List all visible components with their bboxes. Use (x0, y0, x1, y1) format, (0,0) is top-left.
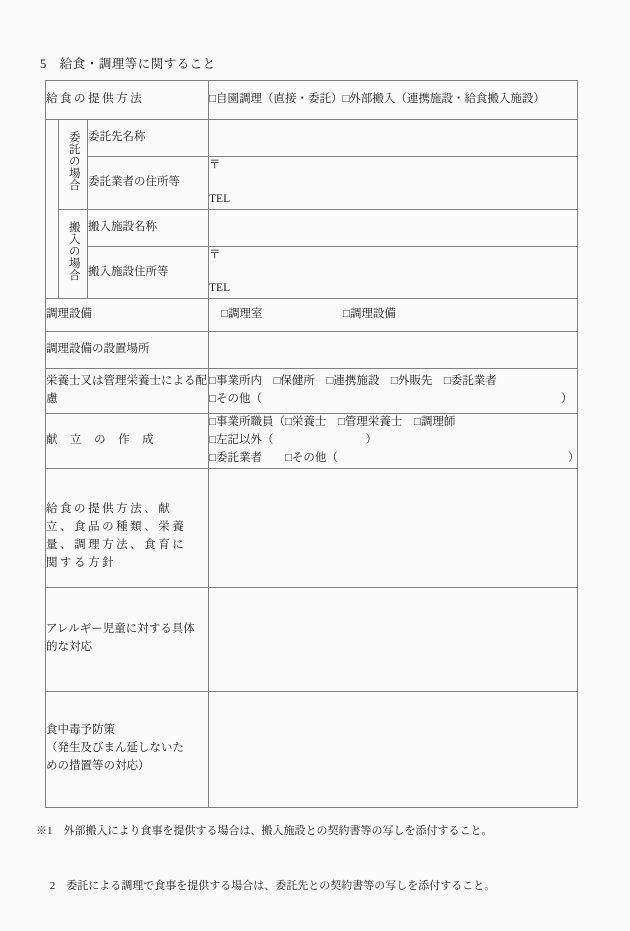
value-dietitian-consideration[interactable] (209, 369, 578, 414)
label-delivery-facility-address (88, 246, 209, 299)
label-food-poisoning-line-2: （発生及びまん延しないた (46, 742, 184, 755)
table-row-provision-method (46, 81, 578, 120)
vertical-label-consignment-case-text: 委託の場合 (67, 130, 80, 191)
vertical-label-delivery-case-text: 搬入の場合 (67, 220, 80, 281)
label-consignment-address-text: 委託業者の住所等 (88, 175, 180, 188)
input-allergy-response[interactable] (209, 587, 578, 691)
table-row-menu-creation (46, 414, 578, 468)
meal-service-form-table (45, 80, 578, 808)
vertical-label-consignment-case (59, 120, 88, 210)
table-row-delivery-address (46, 246, 578, 299)
tel-label: TEL (209, 192, 231, 205)
input-consignment-address[interactable] (209, 157, 578, 210)
label-menu-creation-text: 献 立 の 作 成 (46, 434, 159, 447)
value-cooking-facility[interactable] (209, 299, 578, 332)
label-cooking-facility-text: 調理設備 (46, 308, 92, 321)
label-allergy-response-text: アレルギー児童に対する具体的な対応 (46, 623, 195, 654)
tel-label: TEL (209, 282, 231, 295)
input-cooking-facility-location[interactable] (209, 332, 578, 369)
label-food-poisoning-line-1: 食中毒予防策 (46, 724, 115, 737)
footnote-1: ※1 外部搬入により食事を提供する場合は、搬入施設との契約書等の写しを添付すること。 (36, 825, 493, 838)
label-cooking-facility-location (46, 332, 209, 369)
value-provision-method[interactable] (209, 81, 578, 120)
label-policy (46, 468, 209, 587)
page-title: 5 給食・調理等に関すること (40, 57, 216, 71)
checkbox-group-menu-line-1[interactable]: □事業所職員（□栄養士 □管理栄養士 □調理師 (209, 416, 456, 429)
label-dietitian-consideration (46, 369, 209, 414)
label-consignment-name (88, 120, 209, 157)
checkbox-group-menu-line-2[interactable]: □左記以外（ ） (209, 434, 377, 447)
label-consignment-name-text: 委託先名称 (88, 131, 146, 144)
input-delivery-facility-name[interactable] (209, 209, 578, 246)
input-delivery-facility-address[interactable] (209, 246, 578, 299)
table-row-policy (46, 468, 578, 587)
postal-code-symbol: 〒 (209, 159, 221, 171)
label-cooking-facility-location-text: 調理設備の設置場所 (46, 343, 150, 356)
label-provision-method-text: 給食の提供方法 (46, 93, 145, 106)
input-consignment-name[interactable] (209, 120, 578, 157)
vertical-label-delivery-case (59, 209, 88, 299)
label-delivery-facility-address-text: 搬入施設住所等 (88, 265, 169, 278)
checkbox-group-dietitian-line-2[interactable]: □その他（ ） (209, 393, 573, 406)
label-delivery-facility-name-text: 搬入施設名称 (88, 220, 157, 233)
label-consignment-address (88, 157, 209, 210)
value-menu-creation[interactable] (209, 414, 578, 468)
label-policy-text: 給食の提供方法、献立、食品の種類、栄養量、調理方法、食育に関する方針 (46, 503, 187, 569)
table-row-cooking-facility (46, 299, 578, 332)
table-row-consignment-name (46, 120, 578, 157)
label-provision-method (46, 81, 209, 120)
label-dietitian-consideration-text: 栄養士又は管理栄養士による配慮 (46, 375, 207, 406)
input-policy[interactable] (209, 468, 578, 587)
table-row-allergy-response (46, 587, 578, 691)
footnote-2: 2 委託による調理で食事を提供する場合は、委託先との契約書等の写しを添付すること。 (36, 879, 496, 892)
checkbox-group-dietitian-line-1[interactable]: □事業所内 □保健所 □連携施設 □外販先 □委託業者 (209, 375, 497, 388)
checkbox-group-cooking-facility[interactable]: □調理室 □調理設備 (221, 308, 396, 321)
label-delivery-facility-name (88, 209, 209, 246)
table-row-consignment-address (46, 157, 578, 210)
table-row-dietitian-consideration (46, 369, 578, 414)
checkbox-group-menu-line-3[interactable]: □委託業者 □その他（ ） (209, 451, 580, 464)
postal-code-symbol: 〒 (209, 248, 221, 261)
footnotes (36, 786, 495, 931)
label-allergy-response (46, 587, 209, 691)
label-food-poisoning-line-3: めの措置等の対応） (46, 760, 150, 773)
table-row-delivery-name (46, 209, 578, 246)
table-row-cooking-facility-location (46, 332, 578, 369)
label-cooking-facility (46, 299, 209, 332)
checkbox-group-provision-method[interactable]: □自園調理（直接・委託）□外部搬入（連携施設・給食搬入施設） (209, 93, 545, 106)
spacer-left-column (46, 120, 59, 299)
label-menu-creation (46, 414, 209, 468)
